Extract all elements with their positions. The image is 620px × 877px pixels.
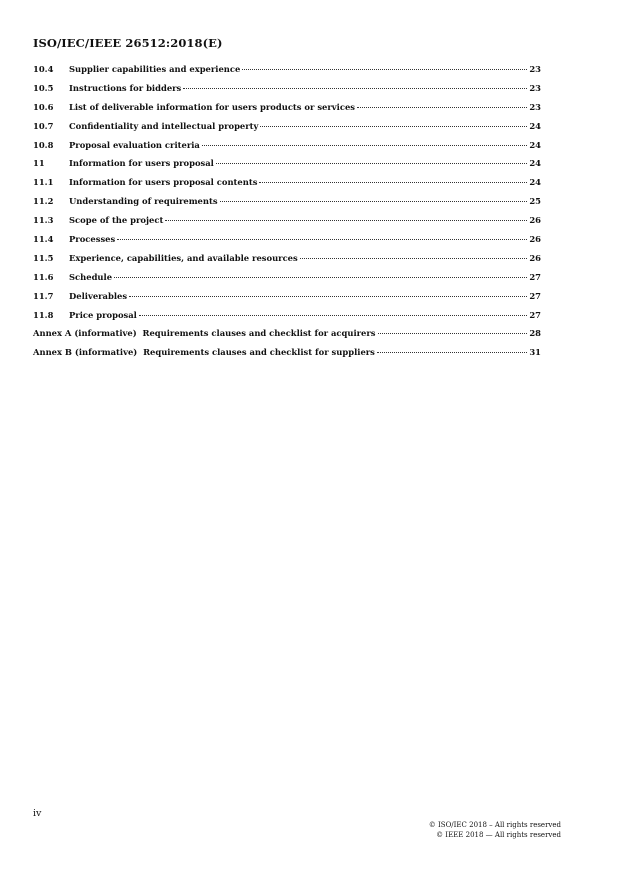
toc-entry-title: Information for users proposal xyxy=(69,158,214,169)
toc-entry-annex-b[interactable] xyxy=(33,347,541,366)
toc-entry-page: 27 xyxy=(529,290,541,301)
toc-leader-dots xyxy=(220,201,528,202)
toc-entry-title: Understanding of requirements xyxy=(69,196,218,207)
toc-leader-dots xyxy=(216,163,527,164)
toc-entry-11-4[interactable] xyxy=(33,234,541,253)
toc-leader-dots xyxy=(165,220,527,221)
toc-entry-number: 11.5 xyxy=(33,252,54,263)
toc-entry-number: 11.1 xyxy=(33,177,54,188)
toc-entry-number: 11.7 xyxy=(33,290,54,301)
toc-entry-11-1[interactable] xyxy=(33,177,541,196)
toc-entry-page: 26 xyxy=(529,234,541,245)
toc-leader-dots xyxy=(300,258,528,259)
toc-entry-title: Annex A (informative) Requirements clauses and checklist for acquirers xyxy=(33,328,376,339)
toc-entry-page: 24 xyxy=(529,139,541,150)
toc-entry-page: 31 xyxy=(529,347,541,358)
toc-entry-page: 26 xyxy=(529,215,541,226)
copyright-notice xyxy=(429,821,561,840)
toc-entry-10-8[interactable] xyxy=(33,140,541,159)
toc-entry-number: 10.6 xyxy=(33,101,54,112)
toc-entry-title: Price proposal xyxy=(69,309,137,320)
toc-entry-10-6[interactable] xyxy=(33,102,541,121)
toc-entry-number: 11.4 xyxy=(33,234,54,245)
toc-entry-page: 23 xyxy=(529,82,541,93)
toc-entry-10-7[interactable] xyxy=(33,121,541,140)
toc-entry-page: 23 xyxy=(529,64,541,74)
toc-entry-title: Annex B (informative) Requirements clauses and checklist for suppliers xyxy=(33,347,375,358)
toc-leader-dots xyxy=(260,126,527,127)
toc-entry-page: 24 xyxy=(529,158,541,169)
toc-entry-annex-a[interactable] xyxy=(33,328,541,347)
toc-entry-number: 10.5 xyxy=(33,82,54,93)
toc-leader-dots xyxy=(357,107,527,108)
copyright-iso: © ISO/IEC 2018 – All rights reserved xyxy=(428,821,561,829)
toc-entry-page: 26 xyxy=(529,252,541,263)
toc-entry-11-8[interactable] xyxy=(33,310,541,329)
toc-leader-dots xyxy=(377,352,527,353)
toc-entry-11-3[interactable] xyxy=(33,215,541,234)
toc-entry-11-5[interactable] xyxy=(33,253,541,272)
page-number: iv xyxy=(33,808,42,819)
toc-leader-dots xyxy=(139,315,527,316)
toc-leader-dots xyxy=(114,277,527,278)
toc-entry-title: Proposal evaluation criteria xyxy=(69,139,200,150)
toc-entry-number: 11.2 xyxy=(33,196,54,207)
toc-leader-dots xyxy=(378,333,528,334)
toc-entry-page: 24 xyxy=(529,120,541,131)
toc-entry-page: 23 xyxy=(529,101,541,112)
toc-leader-dots xyxy=(183,88,527,89)
toc-entry-title: List of deliverable information for users products or services xyxy=(69,101,355,112)
toc-entry-page: 27 xyxy=(529,271,541,282)
document-header: ISO/IEC/IEEE 26512:2018(E) xyxy=(33,36,223,50)
toc-leader-dots xyxy=(129,296,527,297)
toc-entry-title: Instructions for bidders xyxy=(69,82,182,93)
toc-entry-page: 27 xyxy=(529,309,541,320)
toc-entry-title: Information for users proposal contents xyxy=(69,177,258,188)
toc-entry-number: 10.4 xyxy=(33,64,54,74)
table-of-contents xyxy=(33,64,541,366)
toc-entry-page: 25 xyxy=(529,196,541,207)
toc-entry-number: 11.3 xyxy=(33,215,54,226)
toc-entry-number: 11.6 xyxy=(33,271,54,282)
toc-entry-11-7[interactable] xyxy=(33,291,541,310)
toc-entry-number: 11.8 xyxy=(33,309,54,320)
toc-leader-dots xyxy=(202,145,527,146)
toc-entry-page: 24 xyxy=(529,177,541,188)
toc-leader-dots xyxy=(259,182,527,183)
toc-entry-10-5[interactable] xyxy=(33,83,541,102)
toc-leader-dots xyxy=(242,69,527,70)
toc-entry-page: 28 xyxy=(529,328,541,339)
toc-entry-title: Supplier capabilities and experience xyxy=(69,64,241,74)
toc-entry-title: Deliverables xyxy=(69,290,128,301)
toc-entry-number: 11 xyxy=(33,158,45,169)
copyright-ieee: © IEEE 2018 — All rights reserved xyxy=(436,830,561,839)
toc-entry-title: Experience, capabilities, and available resources xyxy=(69,252,298,263)
toc-entry-number: 10.7 xyxy=(33,120,54,131)
toc-entry-11[interactable] xyxy=(33,158,541,177)
toc-entry-title: Schedule xyxy=(69,271,113,282)
toc-entry-title: Scope of the project xyxy=(69,215,164,226)
toc-entry-11-6[interactable] xyxy=(33,272,541,291)
toc-entry-11-2[interactable] xyxy=(33,196,541,215)
toc-entry-number: 10.8 xyxy=(33,139,54,150)
toc-leader-dots xyxy=(117,239,527,240)
toc-entry-title: Confidentiality and intellectual property xyxy=(69,120,259,131)
toc-entry-10-4[interactable] xyxy=(33,64,541,83)
toc-entry-title: Processes xyxy=(69,234,116,245)
